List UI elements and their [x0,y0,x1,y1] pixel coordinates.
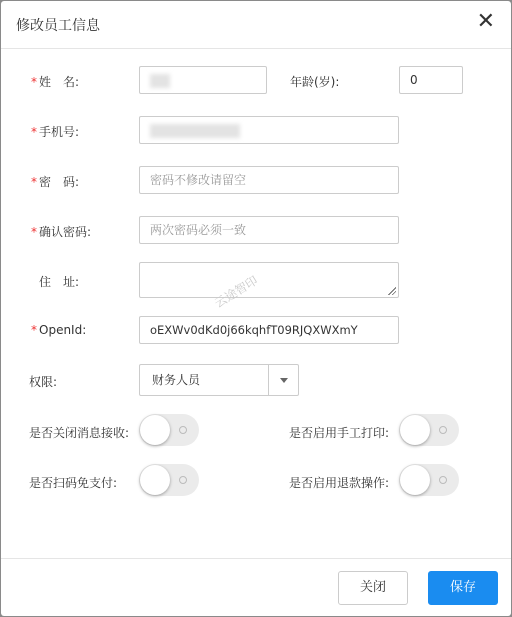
address-textarea[interactable] [139,262,399,298]
age-label: 年龄(岁): [290,75,340,89]
openid-input[interactable]: oEXWv0dKd0j66kqhfT09RJQXWXmY [139,316,399,344]
toggle-off-indicator-icon [439,426,447,434]
phone-input[interactable] [139,116,399,144]
toggle-knob [140,415,170,445]
toggle-off-indicator-icon [439,476,447,484]
toggle-knob [400,415,430,445]
manual-print-toggle[interactable] [399,414,459,446]
role-label: 权限: [29,375,58,389]
manual-print-label: 是否启用手工打印: [289,426,390,440]
required-mark: * [31,75,37,89]
refund-toggle[interactable] [399,464,459,496]
toggle-off-indicator-icon [179,476,187,484]
dialog-footer-divider [1,558,511,559]
password-input[interactable]: 密码不修改请留空 [139,166,399,194]
role-dropdown-button[interactable] [268,365,298,395]
password-label: * 密 码: [31,175,80,189]
toggle-knob [140,465,170,495]
role-selected: 财务人员 [152,373,201,387]
save-button[interactable]: 保存 [428,571,498,605]
phone-label: * 手机号: [31,125,80,139]
scan-free-pay-label: 是否扫码免支付: [29,476,118,490]
edit-staff-dialog [1,1,511,616]
toggle-knob [400,465,430,495]
close-message-toggle[interactable] [139,414,199,446]
role-select[interactable] [139,364,299,396]
refund-label: 是否启用退款操作: [289,476,390,490]
confirm-password-input[interactable]: 两次密码必须一致 [139,216,399,244]
address-label: 住 址: [39,275,80,289]
name-label: * 姓 名: [31,75,80,89]
dialog-header [1,1,511,49]
redacted-phone [150,124,240,138]
toggle-off-indicator-icon [179,426,187,434]
chevron-down-icon [280,378,288,383]
redacted-name [150,74,170,88]
watermark: 云途智印 [212,273,261,311]
name-input[interactable] [139,66,267,94]
confirm-password-label: * 确认密码: [31,225,92,239]
close-message-label: 是否关闭消息接收: [29,426,130,440]
openid-label: * OpenId: [31,323,87,337]
close-icon[interactable]: ✕ [476,9,495,34]
dialog-title: 修改员工信息 [16,18,100,34]
resize-handle-icon[interactable] [388,287,396,295]
close-button[interactable]: 关闭 [338,571,408,605]
age-input[interactable]: 0 [399,66,463,94]
scan-free-pay-toggle[interactable] [139,464,199,496]
